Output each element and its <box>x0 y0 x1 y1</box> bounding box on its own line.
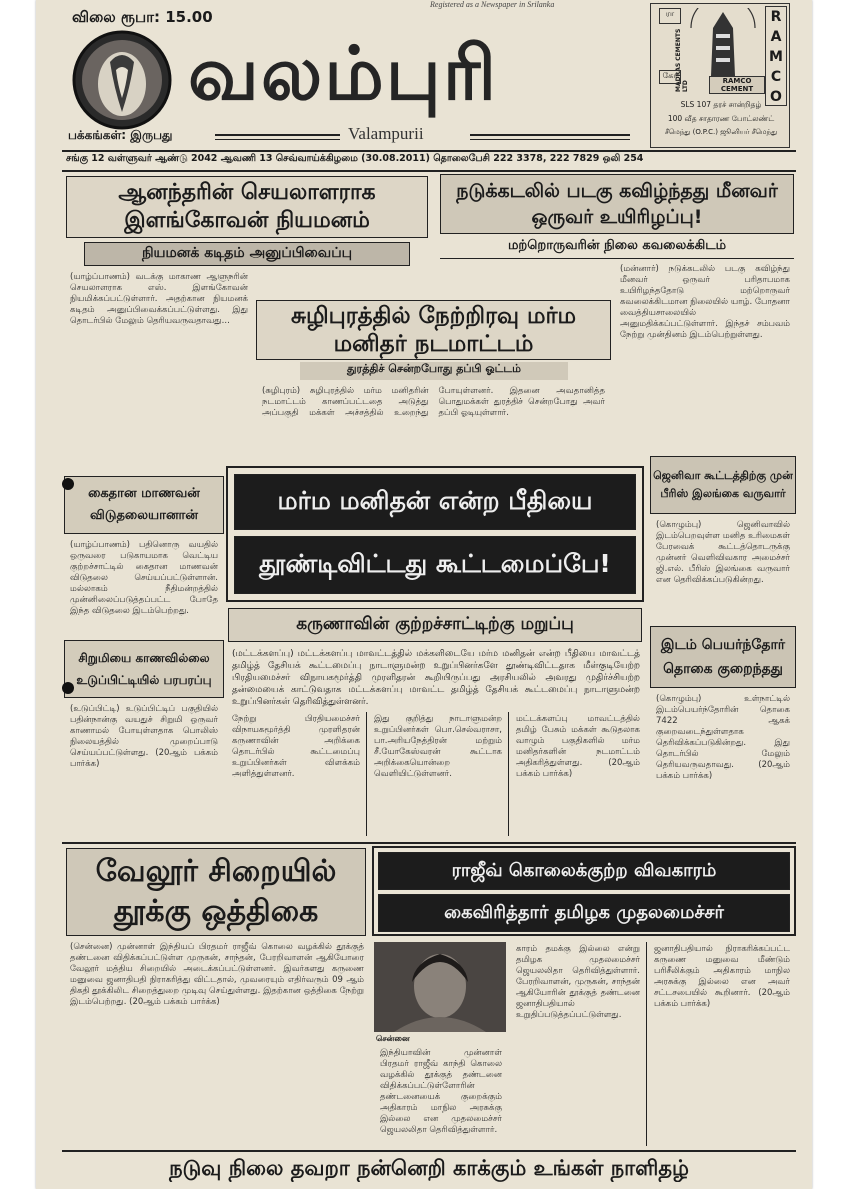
ramco-line3: சீமெந்து (O.P.C.) ஜூனியர் சீமெந்து <box>664 128 778 136</box>
masthead-title: வலம்புரி <box>188 31 499 117</box>
story7-headline[interactable]: சிறுமியை காணவில்லை உடுப்பிட்டியில் பரபரப்பு <box>64 640 224 698</box>
story11-col1: இந்தியாவின் முன்னாள் பிரதமர் ராஜீவ் காந்தி கொலை வழக்கில் தூக்குத் தண்டனை விதிக்கப்பட்டுள்ளோரின் தண்டனையைக் குறைக்கும் அதிகாரம் மாநில அரசுக்கு இல்லை என முதலமைச்சர் ஜெயலலிதா தெரிவித்துள்ளார். <box>380 1048 502 1135</box>
story1-headline[interactable]: ஆனந்தரின் செயலாளராக இளங்கோவன் நியமனம் <box>66 176 428 238</box>
temple-icon <box>683 8 763 78</box>
story2-subhead: மற்றொருவரின் நிலை கவலைக்கிடம் <box>507 238 727 253</box>
story1-subhead: நியமனக் கடிதம் அனுப்பிவைப்பு <box>84 242 410 266</box>
story11-line1: ராஜீவ் கொலைக்குற்ற விவகாரம் <box>378 852 790 890</box>
story10-headline[interactable]: வேலூர் சிறையில் தூக்கு ஒத்திகை <box>66 848 366 936</box>
story3-subhead: துரத்திச் சென்றபோது தப்பி ஓட்டம் <box>300 362 568 380</box>
story6-col1: நேற்று பிரதியமைச்சர் விநாயகமூர்த்தி முரளிதரன் கருணாவின் அறிக்கை தொடர்பில் கூட்டமைப்பு உறுப்பினர்கள் விளக்கம் அளித்துள்ளனர். <box>232 714 360 779</box>
story6-col3: மட்டக்களப்பு மாவட்டத்தில் தமிழ் பேசும் மக்கள் கூடுதலாக வாழும் பகுதிகளில் மர்ம மனிதர்களின் நடமாட்டம் அதிகரித்துள்ளது. (20ஆம் பக்கம் பார்க்க) <box>516 714 640 779</box>
story11-line2: கைவிரித்தார் தமிழக முதலமைச்சர் <box>378 894 790 932</box>
binder-hole-icon <box>62 478 74 490</box>
story8-headline[interactable]: ஜெனிவா கூட்டத்திற்கு முன் பீரிஸ் இலங்கை வருவார் <box>650 456 796 514</box>
story10-body: (சென்னை) முன்னாள் இந்தியப் பிரதமர் ராஜீவ் கொலை வழக்கில் தூக்குத் தண்டனை விதிக்கப்பட்டுள்ள முருகன், சாந்தன், பேரறிவாளன் ஆகியோரை வேலூர் மத்திய சிறையில் அடைக்கப்பட்டுள்ளனர். இவர்களது கருணை மனுவை ஜனாதிபதி நிராகரித்து விட்டதால், முவரையும் எதிர்வரும் 09 ஆம் திகதி தூக்கிலிட சிறைத்துறை முடிவு செய்துள்ளது. இதற்கான ஒத்திகை நேற்று இடம்பெற்றது. (20ஆம் பக்கம் பார்க்க) <box>70 942 364 1007</box>
ramco-line1: SLS 107 தரச் சான்றிதழ் <box>680 100 762 109</box>
story5-line2: தூண்டிவிட்டது கூட்டமைப்பே! <box>234 536 636 594</box>
ramco-company: MADRAS CEMENTS LTD <box>675 28 689 92</box>
conch-logo <box>70 28 175 133</box>
story9-body: (கொழும்பு) உள்நாட்டில் இடம்பெயர்ந்தோரின் தொகை 7422 ஆகக் குறைவடைந்துள்ளதாக தெரிவிக்கப்படுகின்றது. இது தொடர்பில் மேலும் தெரியவருவதாவது. (20ஆம் பக்கம் பார்க்க) <box>656 694 790 781</box>
story4-headline[interactable]: கைதான மாணவன் விடுதலையானான் <box>64 476 224 534</box>
price-label: விலை ரூபா: 15.00 <box>72 8 213 26</box>
story6-lead: (மட்டக்களப்பு) மட்டக்களப்பு மாவட்டத்தில் மக்களிடையே மர்ம மனிதன் என்ற பீதியை மாவட்டத் தமிழ்த் தேசியக் கூட்டமைப்பு நாடாளுமன்ற உறுப்பினர்களே தூண்டிவிட்டதாக மீள்குடியேற்ற பிரதியமைச்சர் விநாயகமூர்த்தி முரளிதரன் கூறியிருப்பது அரசியலில் அவரது முதிர்ச்சியற்ற தன்மையைக் காட்டுவதாக மட்டக்களப்பு மாவட்ட தமிழ்த் தேசியக் கூட்டமைப்பு நாடாளுமன்ற உறுப்பினர்கள் தெரிவித்துள்ளனர். <box>232 649 640 707</box>
story8-body: (கொழும்பு) ஜெனிவாவில் இடம்பெறவுள்ள மனித உரிமைகள் பேரவைக் கூட்டத்தொடருக்கு முன்னர் வெளிவிவகார அமைச்சர் ஜி.எல். பீரிஸ் இலங்கை வருவார் என தெரிவிக்கப்படுகின்றது. <box>656 520 790 585</box>
footer-slogan: நடுவு நிலை தவறா நன்னெறி காக்கும் உங்கள் நாளிதழ் <box>62 1150 796 1182</box>
story7-body: (உடுப்பிட்டி) உடுப்பிட்டிப் பகுதியில் பதின்நான்கு வயதுச் சிறுமி ஒருவர் காணாமல் போயுள்ளதாக பொலிஸ் நிலையத்தில் முறைப்பாடு செய்யப்பட்டுள்ளது. (20ஆம் பக்கம் பார்க்க) <box>70 704 218 769</box>
story3-headline[interactable]: சுழிபுரத்தில் நேற்றிரவு மர்ம மனிதர் நடமாட்டம் <box>256 300 611 360</box>
story3-body: (சுழிபுரம்) சுழிபுரத்தில் மர்ம மனிதரின் நடமாட்டம் காணப்பட்டதை அடுத்து அப்பகுதி மக்கள் அச்சத்தில் உறைந்து போயுள்ளனர். இதனை அவதானித்த பொதுமக்கள் துரத்திச் சென்றபோது அவர் தப்பி ஓடியுள்ளார். <box>262 386 605 418</box>
registered-note: Registered as a Newspaper in Srilanka <box>430 0 555 9</box>
story11-banner[interactable] <box>372 846 796 936</box>
story11-col3: ஜனாதிபதியால் நிராகரிக்கப்பட்ட கருணை மனுவை மீண்டும் பரிசீலிக்கும் அதிகாரம் மாநில அரசுக்கு இல்லை என அவர் சட்டசபையில் கூறினார். (20ஆம் பக்கம் பார்க்க) <box>654 944 790 1009</box>
story6-col2: இது குறித்து நாடாளுமன்ற உறுப்பினர்கள் பொ.செல்வராசா, பா.அரியநேத்திரன் மற்றும் சீ.யோகேஸ்வரன் கூட்டாக அறிக்கையொன்றை வெளியிட்டுள்ளனர். <box>374 714 502 779</box>
jayalalitha-photo <box>374 942 506 1032</box>
ramco-vertical: RAMCO <box>765 6 787 106</box>
story11-col2: காரம் தமக்கு இல்லை என்று தமிழக முதலமைச்சர் ஜெயலலிதா தெரிவித்துள்ளார். பேரறிவாளன், முருகன், சாந்தன் ஆகியோரின் தூக்குத் தண்டனை ஜனாதிபதியால் உறுதிப்படுத்தப்பட்டுள்ளது. <box>516 944 640 1020</box>
binder-hole-icon <box>62 682 74 694</box>
dateline: சங்கு 12 வள்ளுவர் ஆண்டு 2042 ஆவணி 13 செவ்வாய்க்கிழமை (30.08.2011) தொலைபேசி 222 3378, 222 7829 ஒலி 254 <box>66 153 644 164</box>
ramco-line2: 100 வீத சாதாரண போட்லண்ட் <box>667 114 775 123</box>
masthead-title-latin: Valampurii <box>348 124 424 143</box>
story4-body: (யாழ்ப்பாணம்) பதினொரு வயதில் ஒருவரை படுகாயமாக வெட்டிய குற்றச்சாட்டில் கைதான மாணவன் விடுதலை செய்யப்பட்டுள்ளான். மல்லாகம் நீதிமன்றத்தில் முன்னிலைப்படுத்தப்பட்ட போதே இந்த விடுதலை இடம்பெற்றது. <box>70 540 218 616</box>
ramco-ad: RAMCO ரா MADRAS CEMENTS LTD கோ RAMCO CEMENT SLS 107 தரச் சான்றிதழ் 100 வீத சாதாரண போட்லண்ட் சீமெந்து (O.P.C.) ஜூனியர் சீமெந்து <box>650 3 790 148</box>
story9-headline[interactable]: இடம் பெயர்ந்தோர் தொகை குறைந்தது <box>650 626 796 688</box>
ramco-brand: RAMCO CEMENT <box>709 76 765 94</box>
story5-line1: மர்ம மனிதன் என்ற பீதியை <box>234 474 636 530</box>
story1-body: (யாழ்ப்பாணம்) வடக்கு மாகாண ஆளுநரின் செயலாளராக எஸ். இளங்கோவன் நியமிக்கப்பட்டுள்ளார். அதற்கான நியமனக் கடிதம் அனுப்பிவைக்கப்பட்டுள்ளது. இது தொடர்பில் மேலும் தெரியவருவதாவது... <box>70 272 248 326</box>
pages-label: பக்கங்கள்: இருபது <box>68 128 173 142</box>
story5-banner[interactable] <box>226 466 644 602</box>
story11-caption: சென்னை <box>376 1034 410 1043</box>
story6-headline[interactable]: கருணாவின் குற்றச்சாட்டிற்கு மறுப்பு <box>228 608 642 642</box>
story2-headline[interactable]: நடுக்கடலில் படகு கவிழ்ந்தது மீனவர் ஒருவர் உயிரிழப்பு! <box>440 174 794 234</box>
story2-body: (மன்னார்) நடுக்கடலில் படகு கவிழ்ந்து மீனவர் ஒருவர் பரிதாபமாக உயிரிழந்ததோடு மற்றொருவர் கவலைக்கிடமான நிலையில் யாழ். போதனா வைத்தியசாலையில் அனுமதிக்கப்பட்டுள்ளார். இந்தச் சம்பவம் நேற்று முன்தினம் இடம்பெற்றுள்ளது. <box>620 264 790 340</box>
